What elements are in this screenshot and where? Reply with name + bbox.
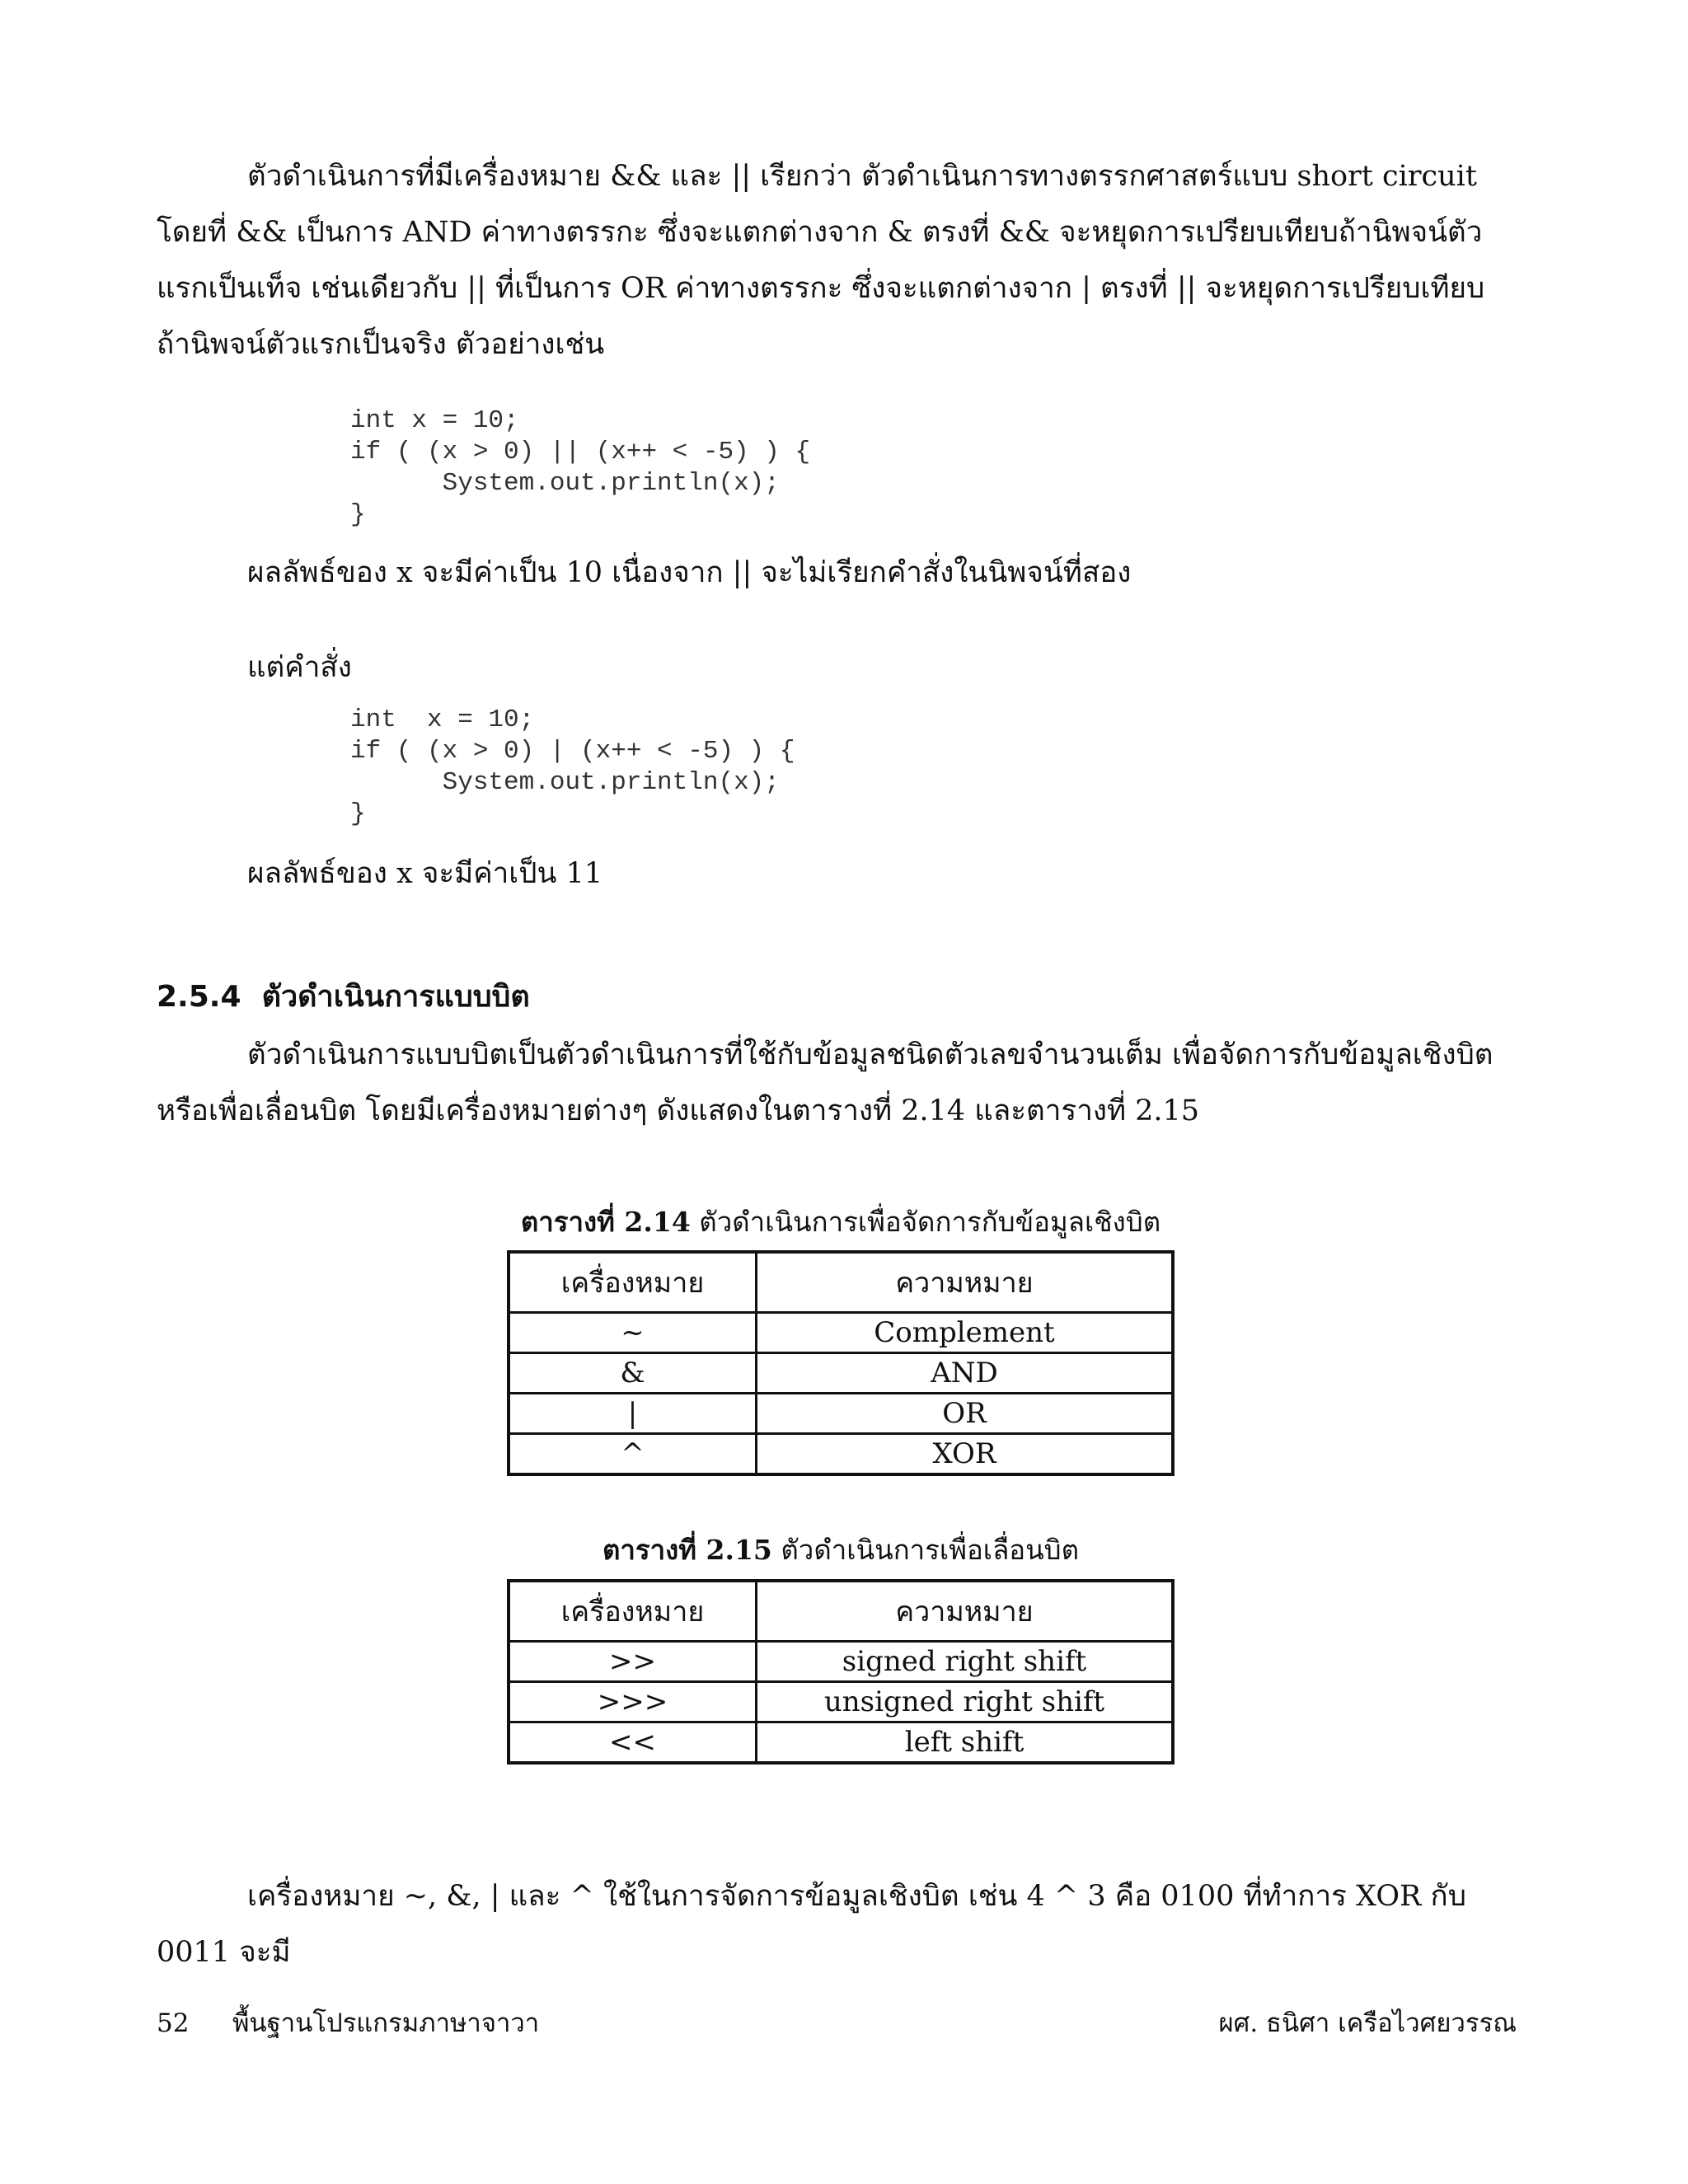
operator-meaning: AND: [757, 1353, 1174, 1394]
operator-symbol: |: [509, 1394, 757, 1434]
header-meaning: ความหมาย: [757, 1252, 1174, 1313]
operator-symbol: >>: [509, 1642, 757, 1682]
table-row: [509, 1313, 1173, 1353]
operator-meaning: unsigned right shift: [757, 1682, 1174, 1722]
bitwise-paragraph: [157, 1027, 1517, 1139]
operator-symbol: <<: [509, 1722, 757, 1764]
table-row: [509, 1353, 1173, 1394]
table-row: [509, 1682, 1173, 1722]
header-symbol: เครื่องหมาย: [509, 1581, 757, 1642]
table-1-caption: [507, 1202, 1175, 1243]
code-block-short-circuit: int x = 10; if ( (x > 0) || (x++ < -5) ) { System.out.println(x); }: [350, 406, 811, 529]
bitwise-paragraph-text: ตัวดำเนินการแบบบิตเป็นตัวดำเนินการที่ใช้กับข้อมูลชนิดตัวเลขจำนวนเต็ม เพื่อจัดการกับข้อมูลเชิงบิตหรือเพื่อเลื่อนบิต โดยมีเครื่องหมายต่างๆ ดังแสดงในตารางที่ 2.14 และตารางที่ 2.15: [157, 1038, 1493, 1127]
table-row: [509, 1722, 1173, 1764]
operator-symbol: &: [509, 1353, 757, 1394]
code-block-bitwise-or: int x = 10; if ( (x > 0) | (x++ < -5) ) { System.out.println(x); }: [350, 705, 795, 828]
intro-paragraph: [157, 148, 1517, 373]
book-title: พื้นฐานโปรแกรมภาษาจาวา: [232, 2008, 540, 2038]
closing-paragraph: [157, 1868, 1517, 1980]
operator-symbol: ~: [509, 1313, 757, 1353]
closing-paragraph-text: เครื่องหมาย ~, &, | และ ^ ใช้ในการจัดการข้อมูลเชิงบิต เช่น 4 ^ 3 คือ 0100 ที่ทำการ XOR กับ 0011 จะมี: [157, 1880, 1466, 1969]
result-2-text: ผลลัพธ์ของ x จะมีค่าเป็น 11: [247, 857, 603, 890]
page-number: 52: [157, 2008, 190, 2038]
table-header-row: [509, 1252, 1173, 1313]
bitwise-operators-table: [507, 1250, 1175, 1476]
operator-meaning: OR: [757, 1394, 1174, 1434]
table-2-caption-text: ตัวดำเนินการเพื่อเลื่อนบิต: [771, 1534, 1080, 1566]
operator-meaning: XOR: [757, 1434, 1174, 1475]
but-label: แต่คำสั่ง: [247, 651, 352, 684]
operator-symbol: ^: [509, 1434, 757, 1475]
table-row: [509, 1394, 1173, 1434]
header-symbol: เครื่องหมาย: [509, 1252, 757, 1313]
table-row: [509, 1642, 1173, 1682]
section-number: 2.5.4: [157, 980, 241, 1014]
result-1-text: ผลลัพธ์ของ x จะมีค่าเป็น 10 เนื่องจาก || จะไม่เรียกคำสั่งในนิพจน์ที่สอง: [247, 556, 1132, 589]
operator-meaning: signed right shift: [757, 1642, 1174, 1682]
intro-paragraph-text: ตัวดำเนินการที่มีเครื่องหมาย && และ || เรียกว่า ตัวดำเนินการทางตรรกศาสตร์แบบ short circuit โดยที่ && เป็นการ AND ค่าทางตรรกะ ซึ่งจะแตกต่างจาก & ตรงที่ && จะหยุดการเปรียบเทียบถ้านิพจน์ตัวแรกเป็นเท็จ เช่นเดียวกับ || ที่เป็นการ OR ค่าทางตรรกะ ซึ่งจะแตกต่างจาก | ตรงที่ || จะหยุดการเปรียบเทียบถ้านิพจน์ตัวแรกเป็นจริง ตัวอย่างเช่น: [157, 160, 1485, 361]
table-header-row: [509, 1581, 1173, 1642]
operator-meaning: Complement: [757, 1313, 1174, 1353]
table-1-caption-text: ตัวดำเนินการเพื่อจัดการกับข้อมูลเชิงบิต: [690, 1206, 1161, 1238]
section-heading: [157, 972, 530, 1022]
operator-meaning: left shift: [757, 1722, 1174, 1764]
table-1-caption-label: ตารางที่ 2.14: [520, 1206, 691, 1238]
shift-operators-table: [507, 1579, 1175, 1765]
operator-symbol: >>>: [509, 1682, 757, 1722]
table-row: [509, 1434, 1173, 1475]
table-2-caption-label: ตารางที่ 2.15: [602, 1534, 772, 1566]
author-name: ผศ. ธนิศา เครือไวศยวรรณ: [1218, 2008, 1517, 2038]
table-2-caption: [507, 1530, 1175, 1571]
section-title: ตัวดำเนินการแบบบิต: [261, 980, 530, 1014]
header-meaning: ความหมาย: [757, 1581, 1174, 1642]
